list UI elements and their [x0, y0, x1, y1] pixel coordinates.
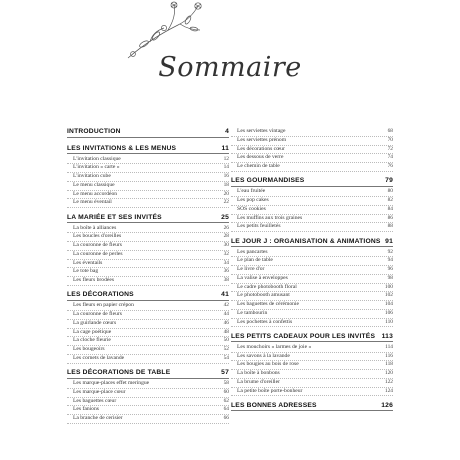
toc-section [67, 128, 229, 138]
toc-entry: La boîte à bonbons 120 [231, 370, 393, 379]
toc-entry: Les serviettes vintage 68 [231, 128, 393, 137]
toc-entry: L'eau fruitée 80 [231, 188, 393, 197]
toc-entry: Les bougies au bois de rose 118 [231, 361, 393, 370]
section-heading: LES BONNES ADRESSES 126 [231, 402, 393, 412]
toc-entry: La valise à enveloppes 98 [231, 275, 393, 284]
toc-section [231, 402, 393, 412]
toc-entry: L'invitation classique 12 [67, 156, 229, 165]
toc-entry: La branche de cerisier 66 [67, 415, 229, 424]
toc-entry: Les fanions 64 [67, 406, 229, 415]
toc-entry: Les marque-places effet meringue 58 [67, 380, 229, 389]
section-heading: LA MARIÉE ET SES INVITÉS 25 [67, 214, 229, 224]
toc-entry: Le chemin de table 76 [231, 163, 393, 172]
toc-entry: La couronne de perles 32 [67, 251, 229, 260]
toc-entry: La couronne de fleurs 44 [67, 311, 229, 320]
toc-section [67, 369, 229, 424]
toc-entry: Les serviettes prénom 70 [231, 137, 393, 146]
toc-entry: La couronne de fleurs 30 [67, 242, 229, 251]
toc-entry: Le cadre photobooth floral 100 [231, 284, 393, 293]
toc-entry: La cage poétique 48 [67, 329, 229, 338]
section-heading: LES DÉCORATIONS DE TABLE 57 [67, 369, 229, 379]
section-heading: LES PETITS CADEAUX POUR LES INVITÉS 113 [231, 333, 393, 343]
toc-entry: Les dessous de verre 74 [231, 154, 393, 163]
toc-entry: Le menu accordéon 20 [67, 191, 229, 200]
toc-section [231, 333, 393, 397]
toc-entry: Le livre d'or 96 [231, 266, 393, 275]
toc-entry: Les petits feuilletés 88 [231, 223, 393, 232]
toc-entry: SOS cookies 84 [231, 206, 393, 215]
toc-entry: Les éventails 34 [67, 260, 229, 269]
toc-right-column [231, 128, 393, 413]
toc-section [67, 145, 229, 209]
toc-entry: Les cornets de lavande 54 [67, 355, 229, 364]
toc-entry: Les baguettes cœur 62 [67, 398, 229, 407]
toc-entry: Le tote bag 36 [67, 268, 229, 277]
toc-entry: Les pancartes 92 [231, 249, 393, 258]
toc-entry: La cloche fleurie 50 [67, 337, 229, 346]
section-heading: LES GOURMANDISES 79 [231, 177, 393, 187]
toc-entry: Les mouchoirs « larmes de joie » 114 [231, 344, 393, 353]
toc-section-continued [231, 128, 393, 172]
toc-entry: Les muffins aux trois graines 86 [231, 215, 393, 224]
section-heading: LES DÉCORATIONS 41 [67, 291, 229, 301]
toc-entry: Les fleurs en papier crépon 42 [67, 302, 229, 311]
toc-entry: Les fleurs brodées 38 [67, 277, 229, 286]
toc-left-column [67, 128, 229, 424]
toc-entry: Les marque-place cœur 60 [67, 389, 229, 398]
toc-entry: Le photobooth amusant 102 [231, 292, 393, 301]
toc-entry: La petite boîte porte-bonheur 124 [231, 388, 393, 397]
toc-entry: La brume d'oreiller 122 [231, 379, 393, 388]
toc-entry: Les savons à la lavande 116 [231, 353, 393, 362]
toc-entry: Le menu éventail 22 [67, 199, 229, 208]
section-heading: LES INVITATIONS & LES MENUS 11 [67, 145, 229, 155]
toc-entry: La guirlande cœurs 46 [67, 320, 229, 329]
toc-entry: Les baguettes de cérémonie 104 [231, 301, 393, 310]
toc-entry: Les pop cakes 82 [231, 197, 393, 206]
toc-section [67, 291, 229, 363]
toc-entry: Le menu classique 18 [67, 182, 229, 191]
toc-section [67, 214, 229, 286]
toc-entry: L'invitation cube 16 [67, 173, 229, 182]
toc-entry: Les pochettes à confettis 110 [231, 319, 393, 328]
toc-section [231, 177, 393, 232]
toc-entry: L'invitation « carte » 14 [67, 164, 229, 173]
section-heading: LE JOUR J : ORGANISATION & ANIMATIONS 91 [231, 238, 393, 248]
toc-section [231, 238, 393, 328]
section-heading: INTRODUCTION 4 [67, 128, 229, 138]
toc-entry: Les bougeoirs 52 [67, 346, 229, 355]
toc-entry: Le plan de table 94 [231, 257, 393, 266]
toc-entry: Les boucles d'oreilles 28 [67, 233, 229, 242]
page-title: Sommaire [158, 52, 302, 83]
toc-entry: Le tambourin 106 [231, 310, 393, 319]
toc-entry: La boîte à alliances 26 [67, 225, 229, 234]
toc-entry: Les décorations cœur 72 [231, 146, 393, 155]
floral-illustration [118, 0, 208, 60]
